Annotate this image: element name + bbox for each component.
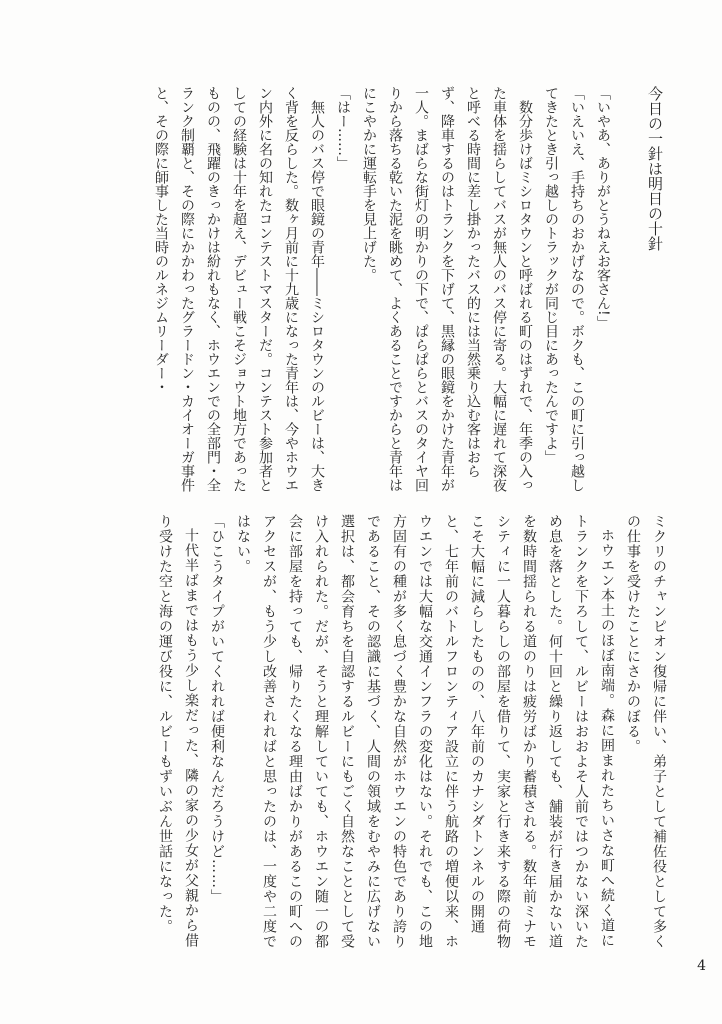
lower-text-band	[152, 514, 672, 952]
continuation-paragraph: ミクリのチャンピオン復帰に伴い、弟子として補佐役として多くの仕事を受けたことにさかのぼる。	[625, 514, 667, 949]
narrative-paragraph: 無人のバス停で眼鏡の青年――ミシロタウンのルビーは、大きく背を反らした。数ヶ月前に十九歳になった青年は、今やホウエン内外に名の知れたコンテストマスターだ。コンテスト参加者としての経験は十年を超え、デビュー戦こそジョウト地方であったものの、飛躍のきっかけは紛れもなく、ホウエンでの全部門・全ランク制覇と、その際にかかわったグラードン・カイオーガ事件と、その際に師事した当時のルネジムリーダー・	[153, 86, 325, 492]
dialogue-line: 「はー……」	[335, 86, 351, 170]
narrative-paragraph: 数分歩けばミシロタウンと呼ばれる町のはずれで、年季の入った車体を揺らしてバスが無人のバス停に寄る。大幅に遅れて深夜と呼べる時間に差し掛かったバス的には当然乗り込む客はおらず、降車するのはトランクを下げて、黒縁の眼鏡をかけた青年が一人。まばらな街灯の明かりの下で、ぱらぱらとバスのタイヤ回りから落ちる乾いた泥を眺めて、よくあることですからと青年はにこやかに運転手を見上げた。	[361, 86, 533, 492]
dialogue-line: 「ひこうタイプがいてくれれば便利なんだろうけど……」	[209, 514, 225, 904]
chapter-title: 今日の一針は明日の十針	[646, 86, 664, 251]
upper-text-band	[148, 86, 668, 492]
page-number: 4	[697, 958, 706, 974]
dialogue-line: 「いやあ、ありがとうねえお客さん!」	[595, 86, 611, 330]
narrative-paragraph: ホウエン本土のほぼ南端。森に囲まれたちいさな町へ続く道にトランクを下ろして、ルビーはおおよそ人前ではつかない深いため息を落とした。何十回と繰り返しても、舗装が行き届かない道を数時間揺られる道のりは疲労ばかり蓄積される。数年前ミナモシティに一人暮らしの部屋を借りて、実家と行き来する際の荷物こそ大幅に減らしたものの、八年前のカナシダトンネルの開通と、七年前のバトルフロンティア設立に伴う航路の増便以来、ホウエンでは大幅な交通インフラの変化はない。それでも、この地方固有の種が多く息づく豊かな自然がホウエンの特色であり誇りであること、その認識に基づく、人間の領域をむやみに広げない選択は、都会育ちを自認するルビーにもごく自然なこととして受け入れられた。だが、そうと理解していても、ホウエン随一の都会に部屋を持っても、帰りたくなる理由ばかりがあるこの町へのアクセスが、もう少し改善されればと思ったのは、一度や二度ではない。	[235, 514, 615, 949]
dialogue-line: 「いえいえ、手持ちのおかげなので。ボクも、この町に引っ越してきたとき引っ越しのトラックが同じ目にあったんですよ」	[543, 86, 585, 492]
narrative-paragraph: 十代半ばまではもう少し楽だった、隣の家の少女が父親から借り受けた空と海の運び役に、ルビーもずいぶん世話になった。	[157, 514, 199, 948]
